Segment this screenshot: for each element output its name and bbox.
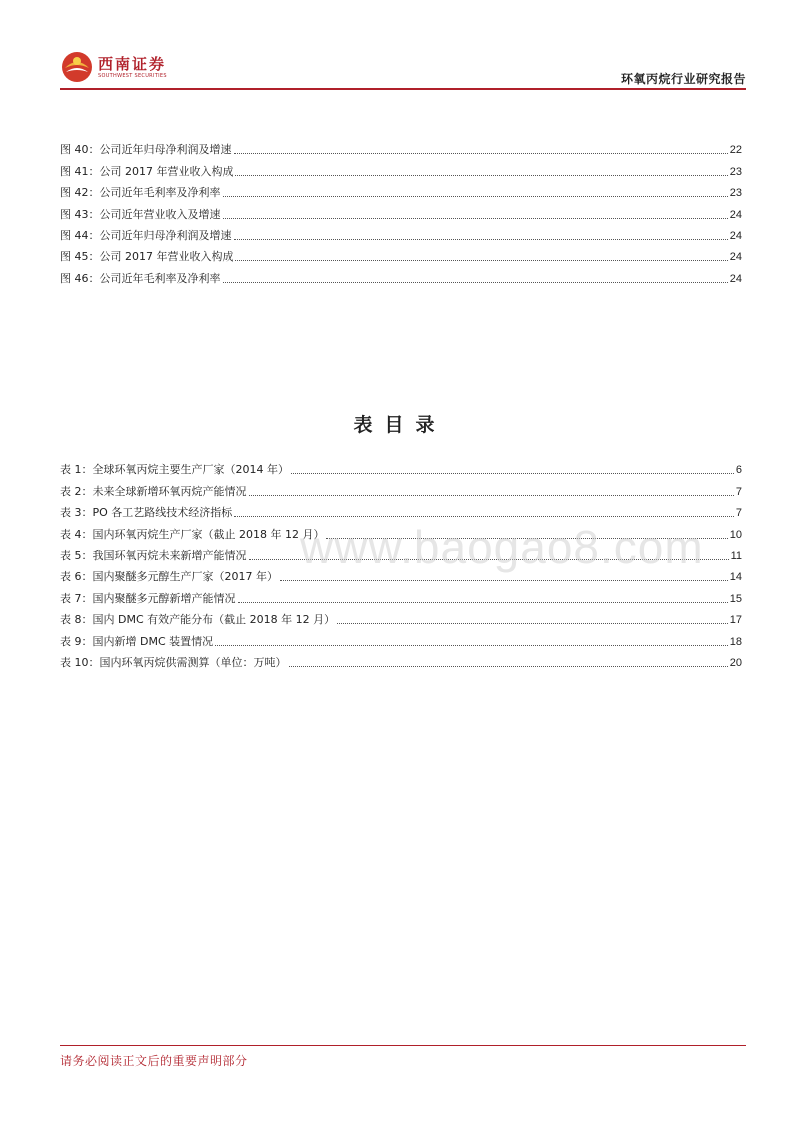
page-header bbox=[60, 44, 746, 92]
figure-list bbox=[60, 136, 742, 286]
leader-dots bbox=[234, 516, 734, 517]
leader-dots bbox=[223, 196, 728, 197]
footer-disclaimer: 请务必阅读正文后的重要声明部分 bbox=[60, 1054, 248, 1068]
toc-entry-page: 24 bbox=[729, 272, 742, 285]
leader-dots bbox=[223, 282, 728, 283]
toc-entry[interactable] bbox=[60, 456, 742, 477]
leader-dots bbox=[238, 602, 728, 603]
toc-entry-label: 表 9：国内新增 DMC 装置情况 bbox=[60, 634, 214, 648]
watermark: www.baogao8.com bbox=[300, 521, 704, 573]
toc-entry-page: 10 bbox=[729, 528, 742, 541]
toc-entry-page: 7 bbox=[735, 507, 742, 520]
toc-entry[interactable] bbox=[60, 627, 742, 648]
toc-entry[interactable] bbox=[60, 499, 742, 520]
toc-entry[interactable] bbox=[60, 264, 742, 285]
footer-divider bbox=[60, 1045, 746, 1046]
toc-entry-page: 6 bbox=[735, 464, 742, 477]
logo-chinese-name: 西南证券 bbox=[98, 54, 167, 73]
leader-dots bbox=[249, 495, 734, 496]
leader-dots bbox=[235, 175, 727, 176]
toc-entry-label: 表 10：国内环氧丙烷供需测算（单位：万吨） bbox=[60, 655, 287, 669]
toc-entry-page: 11 bbox=[730, 549, 742, 562]
toc-entry-page: 23 bbox=[729, 187, 742, 200]
toc-entry-label: 图 46：公司近年毛利率及净利率 bbox=[60, 271, 221, 285]
header-divider bbox=[60, 88, 746, 90]
toc-entry-label: 表 5：我国环氧丙烷未来新增产能情况 bbox=[60, 548, 247, 562]
toc-entry-label: 图 40：公司近年归母净利润及增速 bbox=[60, 143, 232, 157]
toc-entry-page: 17 bbox=[729, 614, 742, 627]
toc-entry[interactable] bbox=[60, 157, 742, 178]
report-title: 环氧丙烷行业研究报告 bbox=[620, 72, 746, 86]
leader-dots bbox=[234, 239, 728, 240]
toc-entry-label: 表 1：全球环氧丙烷主要生产厂家（2014 年） bbox=[60, 463, 289, 477]
toc-entry-label: 表 6：国内聚醚多元醇生产厂家（2017 年） bbox=[60, 570, 278, 584]
toc-entry-page: 24 bbox=[729, 208, 742, 221]
leader-dots bbox=[234, 153, 728, 154]
toc-entry-label: 表 2：未来全球新增环氧丙烷产能情况 bbox=[60, 484, 247, 498]
toc-entry-label: 表 8：国内 DMC 有效产能分布（截止 2018 年 12 月） bbox=[60, 613, 336, 627]
toc-entry-page: 20 bbox=[729, 656, 742, 669]
table-list-heading: 表目录 bbox=[353, 414, 447, 436]
leader-dots bbox=[215, 645, 728, 646]
toc-entry-page: 7 bbox=[735, 485, 742, 498]
company-logo bbox=[60, 50, 167, 84]
toc-entry-page: 24 bbox=[729, 251, 742, 264]
toc-entry[interactable] bbox=[60, 584, 742, 605]
toc-entry-label: 图 44：公司近年归母净利润及增速 bbox=[60, 228, 232, 242]
toc-entry-label: 图 43：公司近年营业收入及增速 bbox=[60, 207, 221, 221]
leader-dots bbox=[291, 473, 734, 474]
toc-entry-page: 24 bbox=[729, 229, 742, 242]
toc-entry-page: 15 bbox=[729, 592, 742, 605]
toc-entry[interactable] bbox=[60, 200, 742, 221]
toc-entry-label: 图 41：公司 2017 年营业收入构成 bbox=[60, 164, 234, 178]
leader-dots bbox=[235, 260, 727, 261]
logo-english-name: SOUTHWEST SECURITIES bbox=[98, 72, 167, 79]
toc-entry-label: 表 4：国内环氧丙烷生产厂家（截止 2018 年 12 月） bbox=[60, 527, 325, 541]
toc-entry-label: 图 45：公司 2017 年营业收入构成 bbox=[60, 250, 234, 264]
toc-entry-page: 22 bbox=[729, 144, 742, 157]
leader-dots bbox=[289, 666, 728, 667]
toc-entry[interactable] bbox=[60, 243, 742, 264]
leader-dots bbox=[223, 218, 728, 219]
toc-entry-label: 表 3：PO 各工艺路线技术经济指标 bbox=[60, 506, 233, 520]
toc-entry[interactable] bbox=[60, 136, 742, 157]
toc-entry-page: 23 bbox=[729, 165, 742, 178]
toc-entry-label: 图 42：公司近年毛利率及净利率 bbox=[60, 186, 221, 200]
toc-entry-label: 表 7：国内聚醚多元醇新增产能情况 bbox=[60, 591, 236, 605]
logo-icon bbox=[60, 50, 94, 84]
toc-entry[interactable] bbox=[60, 222, 742, 243]
toc-entry-page: 14 bbox=[729, 571, 742, 584]
leader-dots bbox=[280, 580, 728, 581]
toc-entry[interactable] bbox=[60, 477, 742, 498]
toc-entry-page: 18 bbox=[729, 635, 742, 648]
toc-entry[interactable] bbox=[60, 649, 742, 670]
leader-dots bbox=[337, 623, 728, 624]
toc-entry[interactable] bbox=[60, 606, 742, 627]
toc-entry[interactable] bbox=[60, 179, 742, 200]
